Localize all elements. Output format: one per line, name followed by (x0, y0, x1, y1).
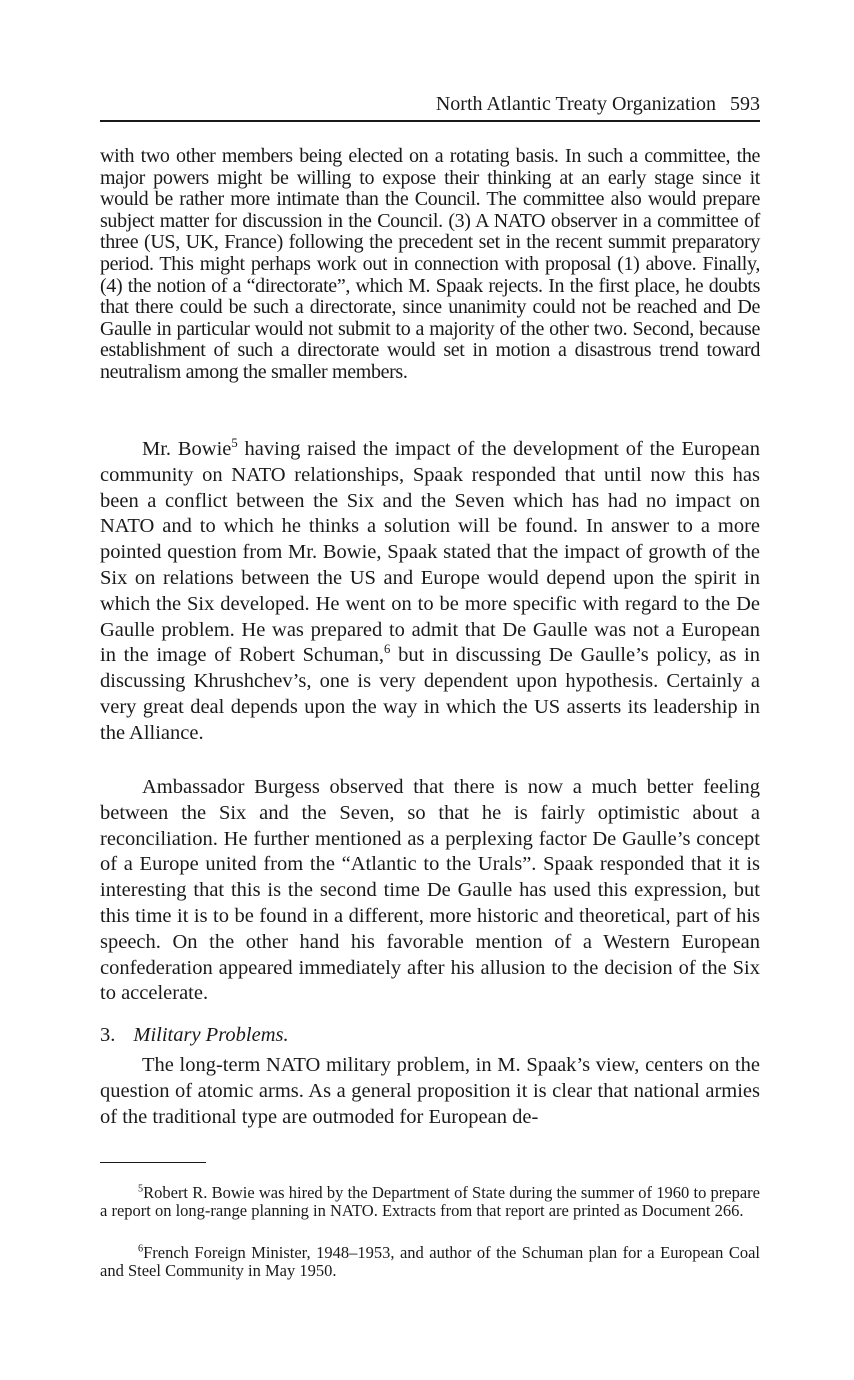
footnote-marker-5: 5 (138, 1183, 144, 1195)
footnote-ref-6: 6 (384, 642, 391, 657)
footnote-5 (100, 1184, 760, 1220)
running-header (100, 90, 760, 122)
paragraph-bowie-text-1: Mr. Bowie (142, 438, 232, 460)
paragraph-burgess: Ambassador Burgess observed that there is now a much better feeling between the Six and the Seven, so that he is fairly optimistic about a reconciliation. He further mentioned as a perplexing factor De Gaulle’s concept of a Europe united from the “Atlantic to the Urals”. Spaak responded that it is interesting that this is the second time De Gaulle has used this expression, but this time it is to be found in a different, more historic and theoretical, part of his speech. On the other hand his favorable mention of a Western European confederation appeared immediately after his allusion to the decision of the Six to accelerate. (100, 776, 760, 1005)
footnote-divider (100, 1162, 206, 1163)
paragraph-bowie (100, 437, 760, 747)
running-header-title: North Atlantic Treaty Organization (435, 93, 716, 115)
page-number: 593 (730, 93, 760, 115)
footnote-marker-6: 6 (138, 1243, 144, 1255)
section-title: Military Problems. (133, 1024, 289, 1046)
paragraph-bowie-text-2: having raised the impact of the development of the European community on NATO relationships, Spaak responded that until now this has been a conflict between the Six and the Seven which has had no impact on NATO and to which he thinks a solution will be found. In answer to a more pointed question from Mr. Bowie, Spaak stated that the impact of growth of the Six on relations between the US and Europe would depend upon the spirit in which the Six developed. He went on to be more specific with regard to the De Gaulle problem. He was prepared to admit that De Gaulle was not a European in the image of Robert Schuman, (100, 438, 760, 667)
footnote-ref-5: 5 (231, 436, 238, 451)
paragraph-continued: with two other members being elected on a rotating basis. In such a committee, the major powers might be willing to expose their thinking at an early stage since it would be rather more intimate than the Council. The committee also would prepare subject matter for discussion in the Council. (3) A NATO observer in a committee of three (US, UK, France) following the precedent set in the recent summit preparatory period. This might perhaps work out in connection with proposal (1) above. Finally, (4) the notion of a “directorate”, which M. Spaak rejects. In the first place, he doubts that there could be such a directorate, since unanimity could not be reached and De Gaulle in particular would not submit to a majority of the other two. Second, because establishment of such a directorate would set in motion a disastrous trend toward neutralism among the smaller members. (100, 145, 760, 383)
section-number: 3. (100, 1024, 116, 1046)
footnote-6 (100, 1244, 760, 1280)
paragraph-bowie-text-3: but in discussing De Gaulle’s policy, as in discussing Khrushchev’s, one is very dependent upon hypothesis. Certainly a very great deal depends upon the way in which the US asserts its leadership in the Alliance. (100, 644, 760, 744)
paragraph-military: The long-term NATO military problem, in M. Spaak’s view, centers on the question of atomic arms. As a general proposition it is clear that national armies of the traditional type are outmoded for European de- (100, 1054, 760, 1128)
footnote-5-text: Robert R. Bowie was hired by the Department of State during the summer of 1960 to prepare a report on long-range planning in NATO. Extracts from that report are printed as Document 266. (100, 1183, 760, 1221)
footnote-6-text: French Foreign Minister, 1948–1953, and author of the Schuman plan for a European Coal and Steel Community in May 1950. (100, 1243, 760, 1281)
section-heading (100, 1022, 289, 1048)
